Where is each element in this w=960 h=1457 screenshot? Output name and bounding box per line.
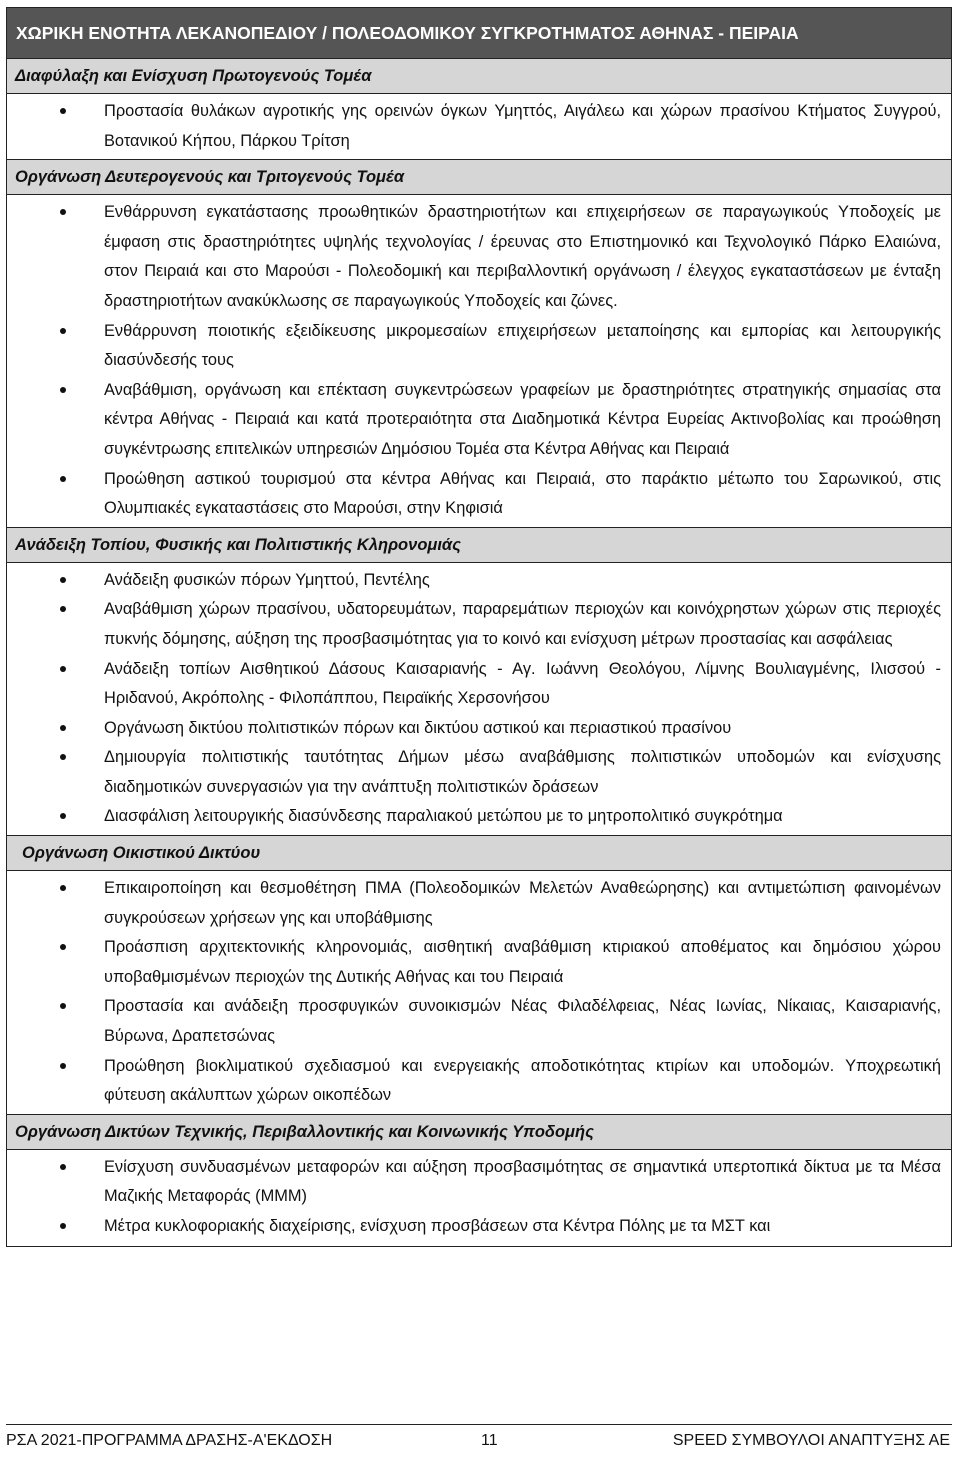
bullet-icon — [60, 209, 66, 215]
list-item-text: Ενίσχυση συνδυασμένων μεταφορών και αύξηση προσβασιμότητας σε σημαντικά υπερτοπικά δίκτυα με τα Μέσα Μαζικής Μεταφοράς (ΜΜΜ) — [104, 1157, 941, 1206]
list-item-text: Ανάδειξη φυσικών πόρων Υμηττού, Πεντέλης — [104, 570, 430, 589]
bullet-icon — [60, 944, 66, 950]
list-item-text: Αναβάθμιση, οργάνωση και επέκταση συγκεντρώσεων γραφείων με δραστηριότητες στρατηγικής σημασίας στα κέντρα Αθήνας - Πειραιά και κατά προτεραιότητα στα Διαδημοτικά Κέντρα Ευρείας Ακτινοβολίας και προώθηση συγκέντρωσης επιτελικών υπηρεσιών Δημόσιου Τομέα στα Κέντρα Αθήνας και Πειραιά — [104, 380, 941, 458]
list-item — [7, 566, 951, 596]
list-item-text: Ενθάρρυνση εγκατάστασης προωθητικών δραστηριοτήτων και επιχειρήσεων σε παραγωγικούς Υποδοχείς με έμφαση στις δραστηριότητες υψηλής τεχνολογίας / έρευνας στο Επιστημονικό και Τεχνολογικό Πάρκο Ελαιώνα, στον Πειραιά και στο Μαρούσι - Πολεοδομική και περιβαλλοντική οργάνωση / έλεγχος εγκαταστάσεων με ένταξη δραστηριοτήτων ανακύκλωσης σε παραγωγικούς Υποδοχείς και ζώνες. — [104, 203, 941, 310]
list-item-text: Επικαιροποίηση και θεσμοθέτηση ΠΜΑ (Πολεοδομικών Μελετών Αναθεώρησης) και αντιμετώπιση φαινομένων συγκρούσεων χρήσεων γης και υποβάθμισης — [104, 879, 941, 927]
list-item — [7, 1153, 951, 1212]
list-item — [7, 655, 951, 714]
list-item-text: Προάσπιση αρχιτεκτονικής κληρονομιάς, αισθητική αναβάθμιση κτιριακού αποθέματος και δημόσιου χώρου υποβαθμισμένων περιοχών της Δυτικής Αθήνας και του Πειραιά — [104, 938, 941, 986]
list-item — [7, 1212, 951, 1242]
list-item-text: Αναβάθμιση χώρων πρασίνου, υδατορευμάτων, παραρεμάτιων περιοχών και κοινόχρηστων χώρων στις περιοχές πυκνής δόμησης, αύξηση της προσβασιμότητας για το κοινό και ενίσχυση μέτρων προστασίας και ασφάλειας — [104, 600, 941, 648]
list-item-text: Προστασία θυλάκων αγροτικής γης ορεινών όγκων Υμηττός, Αιγάλεω και χώρων πρασίνου Κτήματος Συγγρού, Βοτανικού Κήπου, Πάρκου Τρίτση — [104, 102, 941, 150]
list-item — [7, 198, 951, 316]
list-item — [7, 743, 951, 802]
document-title: ΧΩΡΙΚΗ ΕΝΟΤΗΤΑ ΛΕΚΑΝΟΠΕΔΙΟΥ / ΠΟΛΕΟΔΟΜΙΚΟΥ ΣΥΓΚΡΟΤΗΜΑΤΟΣ ΑΘΗΝΑΣ - ΠΕΙΡΑΙΑ — [7, 8, 951, 59]
list-item — [7, 874, 951, 933]
bullet-icon — [60, 606, 66, 612]
list-item-text: Προώθηση βιοκλιματικού σχεδιασμού και ενεργειακής αποδοτικότητας κτιρίων και υποδομών. Υποχρεωτική φύτευση ακάλυπτων χώρων οικοπέδων — [104, 1056, 941, 1105]
section-heading: Οργάνωση Οικιστικού Δικτύου — [7, 835, 951, 871]
list-item-text: Δημιουργία πολιτιστικής ταυτότητας Δήμων μέσω αναβάθμισης πολιτιστικών υποδομών και ενίσχυσης διαδημοτικών συνεργασιών για την ανάπτυξη πολιτιστικών δράσεων — [104, 748, 941, 796]
bullet-icon — [60, 1164, 66, 1170]
list-item — [7, 595, 951, 654]
bullet-icon — [60, 387, 66, 393]
bullet-icon — [60, 666, 66, 672]
section-heading: Οργάνωση Δευτερογενούς και Τριτογενούς Τομέα — [7, 159, 951, 195]
bullet-icon — [60, 1003, 66, 1009]
footer-document-id: ΡΣΑ 2021-ΠΡΟΓΡΑΜΜΑ ΔΡΑΣΗΣ-Α'ΕΚΔΟΣΗ — [6, 1432, 333, 1449]
bullet-list — [7, 195, 951, 528]
section-heading: Οργάνωση Δικτύων Τεχνικής, Περιβαλλοντικής και Κοινωνικής Υποδομής — [7, 1114, 951, 1150]
list-item-text: Οργάνωση δικτύου πολιτιστικών πόρων και δικτύου αστικού και περιαστικού πρασίνου — [104, 718, 732, 737]
list-item — [7, 714, 951, 744]
bullet-icon — [60, 754, 66, 760]
bullet-icon — [60, 1063, 66, 1069]
list-item — [7, 933, 951, 992]
list-item-text: Μέτρα κυκλοφοριακής διαχείρισης, ενίσχυση προσβάσεων στα Κέντρα Πόλης με τα ΜΣΤ και — [104, 1217, 771, 1235]
list-item-text: Προώθηση αστικού τουρισμού στα κέντρα Αθήνας και Πειραιά, στο παράκτιο μέτωπο του Σαρωνικού, στις Ολυμπιακές εγκαταστάσεις στο Μαρούσι, στην Κηφισιά — [104, 469, 941, 518]
section-heading: Διαφύλαξη και Ενίσχυση Πρωτογενούς Τομέα — [7, 58, 951, 94]
bullet-icon — [60, 577, 66, 583]
bullet-list — [7, 871, 951, 1115]
bullet-icon — [60, 108, 66, 114]
list-item-text: Ανάδειξη τοπίων Αισθητικού Δάσους Καισαριανής - Αγ. Ιωάννη Θεολόγου, Λίμνης Βουλιαγμένης, Ιλισσού - Ηριδανού, Ακρόπολης - Φιλοπάππου, Πειραϊκής Χερσονήσου — [104, 659, 941, 708]
list-item-text: Διασφάλιση λειτουργικής διασύνδεσης παραλιακού μετώπου με το μητροπολιτικό συγκρότημα — [104, 807, 783, 826]
section-heading: Ανάδειξη Τοπίου, Φυσικής και Πολιτιστικής Κληρονομιάς — [7, 527, 951, 563]
list-item — [7, 465, 951, 524]
bullet-list — [7, 563, 951, 836]
list-item — [7, 1052, 951, 1111]
bullet-icon — [60, 885, 66, 891]
bullet-icon — [60, 328, 66, 334]
page-number: 11 — [481, 1432, 498, 1449]
footer-company: SPEED ΣΥΜΒΟΥΛΟΙ ΑΝΑΠΤΥΞΗΣ ΑΕ — [672, 1432, 950, 1449]
list-item — [7, 317, 951, 376]
list-item — [7, 376, 951, 465]
list-item — [7, 992, 951, 1051]
list-item — [7, 802, 951, 832]
list-item — [7, 97, 951, 156]
bullet-list — [7, 94, 951, 160]
bullet-icon — [60, 813, 66, 819]
list-item-text: Προστασία και ανάδειξη προσφυγικών συνοικισμών Νέας Φιλαδέλφειας, Νέας Ιωνίας, Νίκαιας, Καισαριανής, Βύρωνα, Δραπετσώνας — [104, 997, 941, 1046]
action-plan-table — [6, 7, 952, 1247]
list-item-text: Ενθάρρυνση ποιοτικής εξειδίκευσης μικρομεσαίων επιχειρήσεων μεταποίησης και εμπορίας και λειτουργικής διασύνδεσής τους — [104, 321, 941, 370]
bullet-list — [7, 1150, 951, 1246]
sections-container — [7, 58, 951, 1246]
page-footer — [6, 1424, 952, 1451]
bullet-icon — [60, 1223, 66, 1229]
bullet-icon — [60, 725, 66, 731]
bullet-icon — [60, 476, 66, 482]
